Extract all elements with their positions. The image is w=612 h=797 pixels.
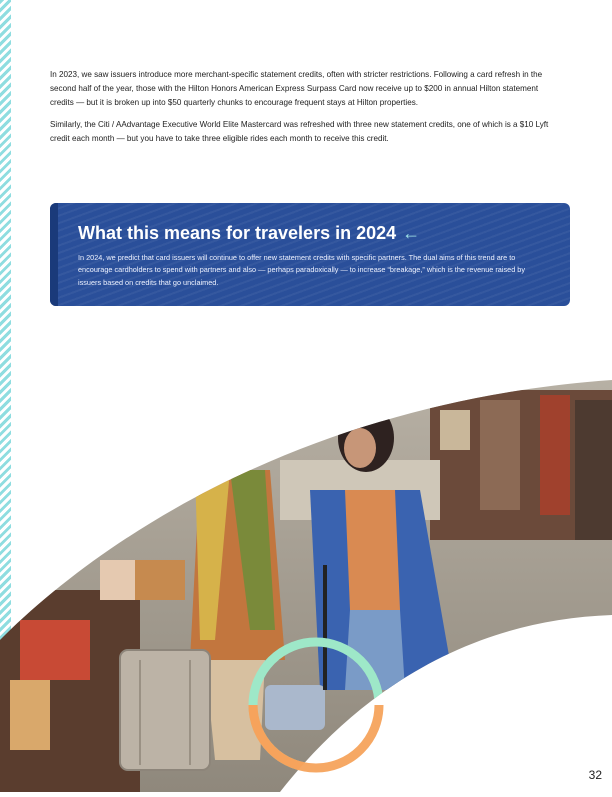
photo-illustration: [0, 360, 612, 792]
travelers-photo: [0, 360, 612, 792]
intro-paragraph-2: Similarly, the Citi / AAdvantage Executive World Elite Mastercard was refreshed with three new statement credits, one of which is a $10 Lyft credit each month — but you have to take three eligible rides each month to receive this credit.: [50, 120, 549, 143]
callout-title-text: What this means for travelers in 2024: [78, 223, 397, 243]
callout-box: [50, 203, 570, 306]
callout-title: [78, 223, 420, 244]
arrow-left-icon: ←: [402, 223, 421, 243]
intro-text: [50, 68, 550, 154]
callout-edge: [50, 203, 58, 306]
callout-body: In 2024, we predict that card issuers will continue to offer new statement credits with specific partners. The dual aims of this trend are to encourage cardholders to spend with partners and also — perhaps paradoxically — to increase “breakage,” which is the revenue raised by issuers based on credits that go unclaimed.: [78, 253, 525, 287]
intro-paragraph-1: In 2023, we saw issuers introduce more merchant-specific statement credits, often with stricter restrictions. Following a card refresh in the second half of the year, those with the Hilton Honors American Express Surpass Card now receive up to $200 in annual Hilton statement credits — but it is broken up into $50 quarterly chunks to encourage frequent stays at Hilton properties.: [50, 70, 543, 107]
page-number: 32: [588, 768, 602, 782]
